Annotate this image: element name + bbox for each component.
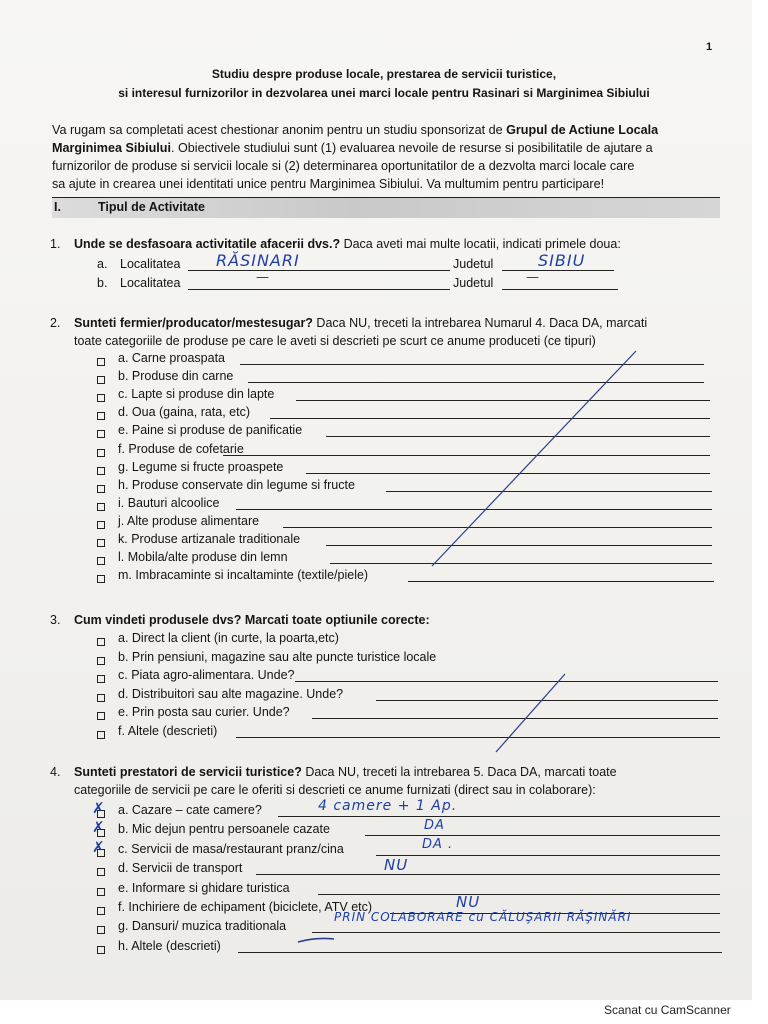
county-b-answer: — [526, 270, 540, 285]
option-label: c. Piata agro-alimentara. Unde? [118, 668, 295, 683]
option-label: j. Alte produse alimentare [118, 513, 260, 528]
option-label: d. Distribuitori sau alte magazine. Unde? [118, 686, 344, 701]
q4-text-line2: categoriile de servicii pe care le oferiti si descrieti ce anume furnizati (direct sau in colaborare): [74, 783, 596, 797]
option-label: h. Altele (descrieti) [118, 938, 221, 953]
checkmark-icon: ✗ [92, 799, 105, 817]
option-label: f. Altele (descrieti) [118, 724, 218, 738]
intro-line4: sa ajute in crearea unei identitati unice pentru Marginimea Sibiului. Va multumim pentru participare! [52, 177, 605, 191]
option-label: f. Inchiriere de echipament (biciclete, ATV etc) [118, 900, 373, 914]
checkmark-icon: ✗ [92, 818, 105, 837]
option-label: g. Dansuri/ muzica traditionala [118, 919, 287, 934]
page-number: 1 [706, 41, 713, 53]
q1-text: Unde se desfasoara activitatile afacerii dvs.? Daca aveti mai multe locatii, indicati primele doua: [74, 237, 621, 251]
q3-strike-stroke [496, 674, 565, 752]
q1-row-b-county-label: Judetul [453, 276, 494, 290]
intro-line2: Marginimea Sibiului. Obiectivele studiului sunt (1) evaluarea nevoile de resurse si posibilitatile de ajutare a [52, 141, 653, 155]
section-number: I. [54, 200, 61, 214]
q3-text: Cum vindeti produsele dvs? Marcati toate optiunile corecte: [74, 613, 430, 627]
option-label: b. Mic dejun pentru persoanele cazate [118, 822, 330, 837]
section-title: Tipul de Activitate [98, 200, 205, 214]
q1-row-a-letter: a. [97, 257, 108, 271]
option-label: a. Direct la client (in curte, la poarta,etc) [118, 631, 339, 645]
option-label: c. Servicii de masa/restaurant pranz/cina [118, 841, 344, 856]
q1-row-b-letter: b. [97, 276, 108, 290]
option-label: c. Lapte si produse din lapte [118, 387, 275, 402]
option-label: b. Prin pensiuni, magazine sau alte puncte turistice locale [118, 649, 437, 664]
option-label: m. Imbracaminte si incaltaminte (textile/piele) [118, 568, 369, 583]
camscanner-watermark: Scanat cu CamScanner [604, 1003, 731, 1017]
option-label: a. Cazare – cate camere? [118, 803, 262, 817]
page-title-line1: Studiu despre produse locale, prestarea de servicii turistice, [211, 67, 557, 81]
q1-row-a-label: Localitatea [120, 257, 181, 271]
handwritten-answer: PRIN COLABORARE cu CĂLUŞARII RĂŞINĂRI [334, 910, 632, 924]
intro-line1: Va rugam sa completati acest chestionar anonim pentru un studiu sponsorizat de Grupul de Actiune Locala [52, 123, 659, 137]
handwritten-answer: DA . [422, 837, 454, 852]
q1-number: 1. [50, 237, 61, 251]
q2-strike-stroke [432, 351, 636, 566]
locality-a-answer: RĂSINARI [216, 251, 300, 270]
option-label: e. Prin posta sau curier. Unde? [118, 705, 290, 720]
option-label: k. Produse artizanale traditionale [118, 532, 301, 546]
option-label: d. Servicii de transport [118, 861, 243, 876]
q4-number: 4. [50, 765, 61, 779]
option-label: d. Oua (gaina, rata, etc) [118, 405, 251, 420]
q2-text-line2: toate categoriile de produse pe care le aveti si descrieti pe scurt ce anume produceti (ce tipuri) [74, 334, 596, 348]
option-label: l. Mobila/alte produse din lemn [118, 550, 288, 565]
option-label: b. Produse din carne [118, 369, 234, 384]
q3-number: 3. [50, 613, 61, 627]
q2-text: Sunteti fermier/producator/mestesugar? Daca NU, treceti la intrebarea Numarul 4. Daca DA, marcati [74, 316, 648, 330]
option-label: e. Paine si produse de panificatie [118, 423, 303, 438]
q4h-dash-stroke [298, 938, 334, 942]
option-label: a. Carne proaspata [118, 351, 226, 365]
handwritten-answer: NU [456, 893, 481, 911]
option-label: h. Produse conservate din legume si fructe [118, 477, 355, 492]
q1-row-b-label: Localitatea [120, 276, 181, 290]
q2-number: 2. [50, 316, 61, 330]
q1-row-a-county-label: Judetul [453, 257, 494, 271]
option-label: f. Produse de cofetarie [118, 441, 244, 456]
option-label: i. Bauturi alcoolice [118, 495, 220, 510]
option-label: g. Legume si fructe proaspete [118, 459, 284, 474]
locality-b-answer: — [256, 270, 270, 285]
page-title-line2: si interesul furnizorilor in dezvolarea unei marci locale pentru Rasinari si Marginimea Sibiului [118, 86, 650, 100]
checkmark-icon: ✗ [92, 837, 105, 856]
handwritten-answer: 4 camere + 1 Ap. [318, 798, 458, 814]
q4-text: Sunteti prestatori de servicii turistice? Daca NU, treceti la intrebarea 5. Daca DA, marcati toate [74, 765, 617, 779]
intro-line3: furnizorilor de produse si servicii locale si (2) determinarea oportunitatilor de a dezvolta marci locale care [52, 159, 635, 173]
option-label: e. Informare si ghidare turistica [118, 880, 290, 895]
handwritten-answer: DA [424, 818, 445, 833]
county-a-answer: SIBIU [538, 251, 586, 270]
handwritten-answer: NU [384, 856, 409, 874]
